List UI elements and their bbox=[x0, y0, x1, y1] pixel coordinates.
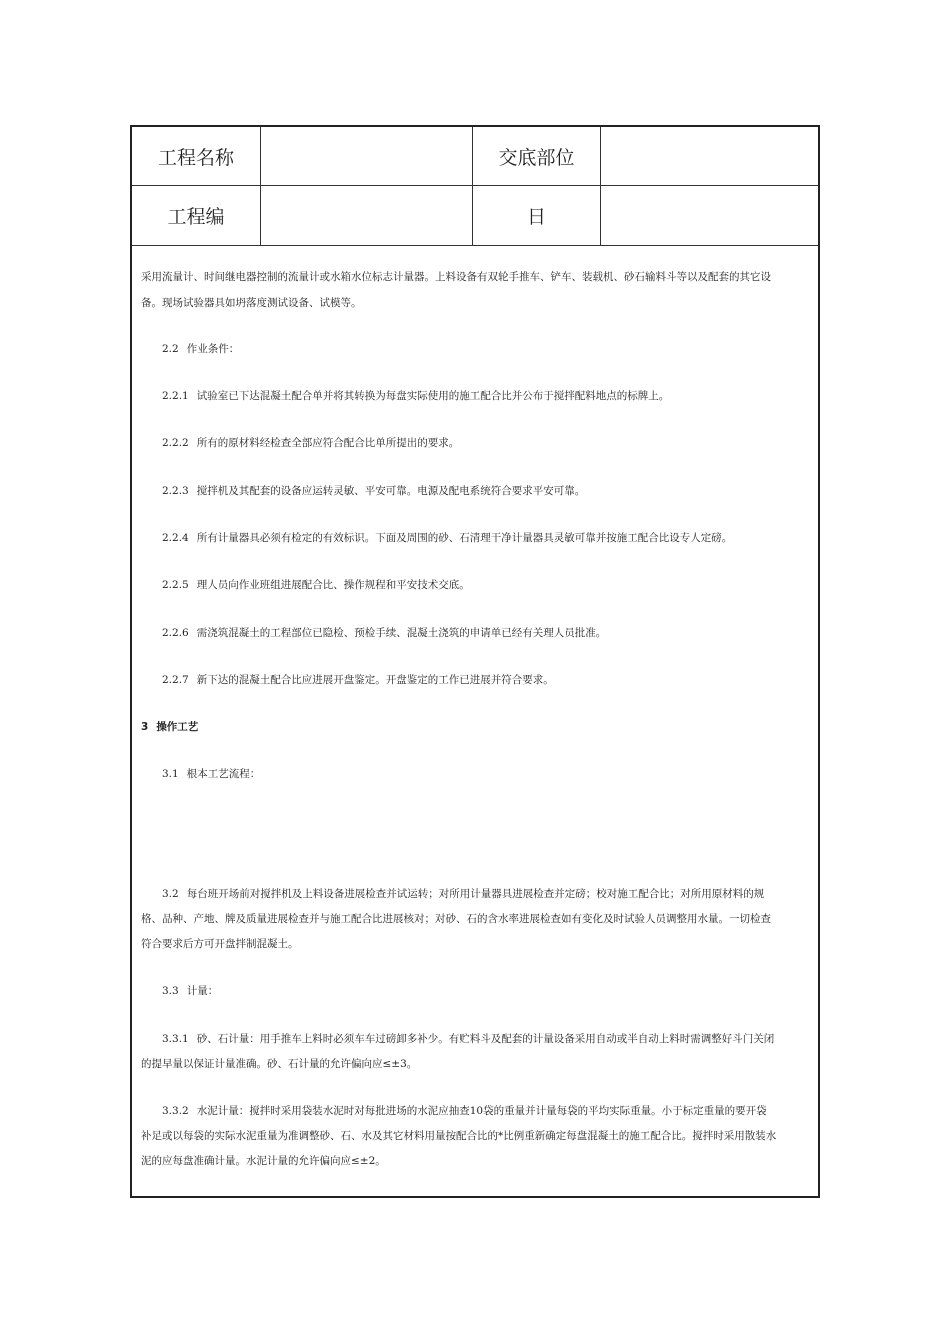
header-table bbox=[132, 127, 818, 246]
section-text: 搅拌机及其配套的设备应运转灵敏、平安可靠。电源及配电系统符合要求平安可靠。 bbox=[196, 485, 586, 497]
section-number: 2.2.4 bbox=[162, 532, 189, 544]
section-3-3 bbox=[162, 984, 834, 998]
section-text: 根本工艺流程： bbox=[186, 768, 261, 780]
paragraph-line: 泥的应每盘准确计量。水泥计量的允许偏向应≤±2。 bbox=[141, 1155, 386, 1167]
section-3-1 bbox=[162, 767, 834, 781]
section-text: 所有计量器具必须有检定的有效标识。下面及周围的砂、石清理干净计量器具灵敏可靠并按施工配合比设专人定磅。 bbox=[196, 532, 733, 544]
section-text: 需浇筑混凝土的工程部位已隐检、预检手续、混凝土浇筑的申请单已经有关理人员批准。 bbox=[196, 627, 607, 639]
section-number: 2.2.2 bbox=[162, 437, 189, 449]
section-text: 砂、石计量：用手推车上料时必须车车过磅卸多补少。有贮料斗及配套的计量设备采用自动或半自动上料时需调整好斗门关闭 bbox=[196, 1033, 775, 1045]
date-value[interactable] bbox=[601, 186, 818, 246]
section-2-2-6 bbox=[162, 626, 834, 640]
section-number: 2.2.6 bbox=[162, 627, 189, 639]
paragraph-line: 补足或以每袋的实际水泥重量为准调整砂、石、水及其它材料用量按配合比的*比例重新确定每盘混凝土的施工配合比。搅拌时采用散装水 bbox=[141, 1130, 777, 1142]
section-text: 水泥计量：搅拌时采用袋装水泥时对每批进场的水泥应抽查10袋的重量并计量每袋的平均实际重量。小于标定重量的要开袋 bbox=[196, 1105, 767, 1117]
project-code-value[interactable] bbox=[261, 186, 473, 246]
section-text: 新下达的混凝土配合比应进展开盘鉴定。开盘鉴定的工作已进展并符合要求。 bbox=[196, 674, 554, 686]
section-text: 每台班开场前对搅拌机及上料设备进展检查并试运转；对所用计量器具进展检查并定磅；校对施工配合比；对所用原材料的规 bbox=[186, 888, 765, 900]
document-frame bbox=[130, 125, 820, 1198]
section-number: 3.3.2 bbox=[162, 1105, 189, 1117]
section-2-2-1 bbox=[162, 389, 834, 403]
section-number: 3 bbox=[141, 721, 149, 733]
section-number: 2.2.5 bbox=[162, 579, 189, 591]
section-3-heading bbox=[141, 720, 813, 734]
section-2-2-2 bbox=[162, 436, 834, 450]
handover-part-label: 交底部位 bbox=[473, 127, 601, 186]
section-2-2-4 bbox=[162, 531, 834, 545]
section-number: 2.2 bbox=[162, 343, 179, 355]
section-number: 3.3.1 bbox=[162, 1033, 189, 1045]
section-text: 试验室已下达混凝土配合单并将其转换为每盘实际使用的施工配合比并公布于搅拌配料地点的标牌上。 bbox=[196, 390, 670, 402]
section-number: 3.2 bbox=[162, 888, 179, 900]
section-text: 计量： bbox=[186, 985, 219, 997]
section-number: 2.2.7 bbox=[162, 674, 189, 686]
section-3-2 bbox=[162, 887, 834, 901]
paragraph-line: 的提早量以保证计量准确。砂、石计量的允许偏向应≤±3。 bbox=[141, 1058, 418, 1070]
section-number: 2.2.1 bbox=[162, 390, 189, 402]
section-2-2-7 bbox=[162, 673, 834, 687]
section-number: 2.2.3 bbox=[162, 485, 189, 497]
section-3-3-1 bbox=[162, 1032, 834, 1046]
section-number: 3.1 bbox=[162, 768, 179, 780]
section-text: 操作工艺 bbox=[156, 721, 199, 733]
section-2-2 bbox=[162, 342, 834, 356]
section-number: 3.3 bbox=[162, 985, 179, 997]
handover-part-value[interactable] bbox=[601, 127, 818, 186]
paragraph-line: 备。现场试验器具如坍落度测试设备、试模等。 bbox=[141, 297, 362, 309]
section-2-2-5 bbox=[162, 578, 834, 592]
paragraph-line: 格、品种、产地、牌及质量进展检查并与施工配合比进展核对；对砂、石的含水率进展检查如有变化及时试验人员调整用水量。一切检查 bbox=[141, 913, 771, 925]
project-name-label: 工程名称 bbox=[132, 127, 261, 186]
section-2-2-3 bbox=[162, 484, 834, 498]
section-text: 作业条件： bbox=[186, 343, 240, 355]
paragraph-line: 符合要求后方可开盘拌制混凝土。 bbox=[141, 938, 299, 950]
paragraph-line: 采用流量计、时间继电器控制的流量计或水箱水位标志计量器。上料设备有双轮手推车、铲车、装载机、砂石输料斗等以及配套的其它设 bbox=[141, 271, 771, 283]
section-text: 理人员向作业班组进展配合比、操作规程和平安技术交底。 bbox=[196, 579, 470, 591]
project-code-label: 工程编 bbox=[132, 186, 261, 246]
date-label: 日 bbox=[473, 186, 601, 246]
section-3-3-2 bbox=[162, 1104, 834, 1118]
project-name-value[interactable] bbox=[261, 127, 473, 186]
section-text: 所有的原材料经检查全部应符合配合比单所提出的要求。 bbox=[196, 437, 460, 449]
